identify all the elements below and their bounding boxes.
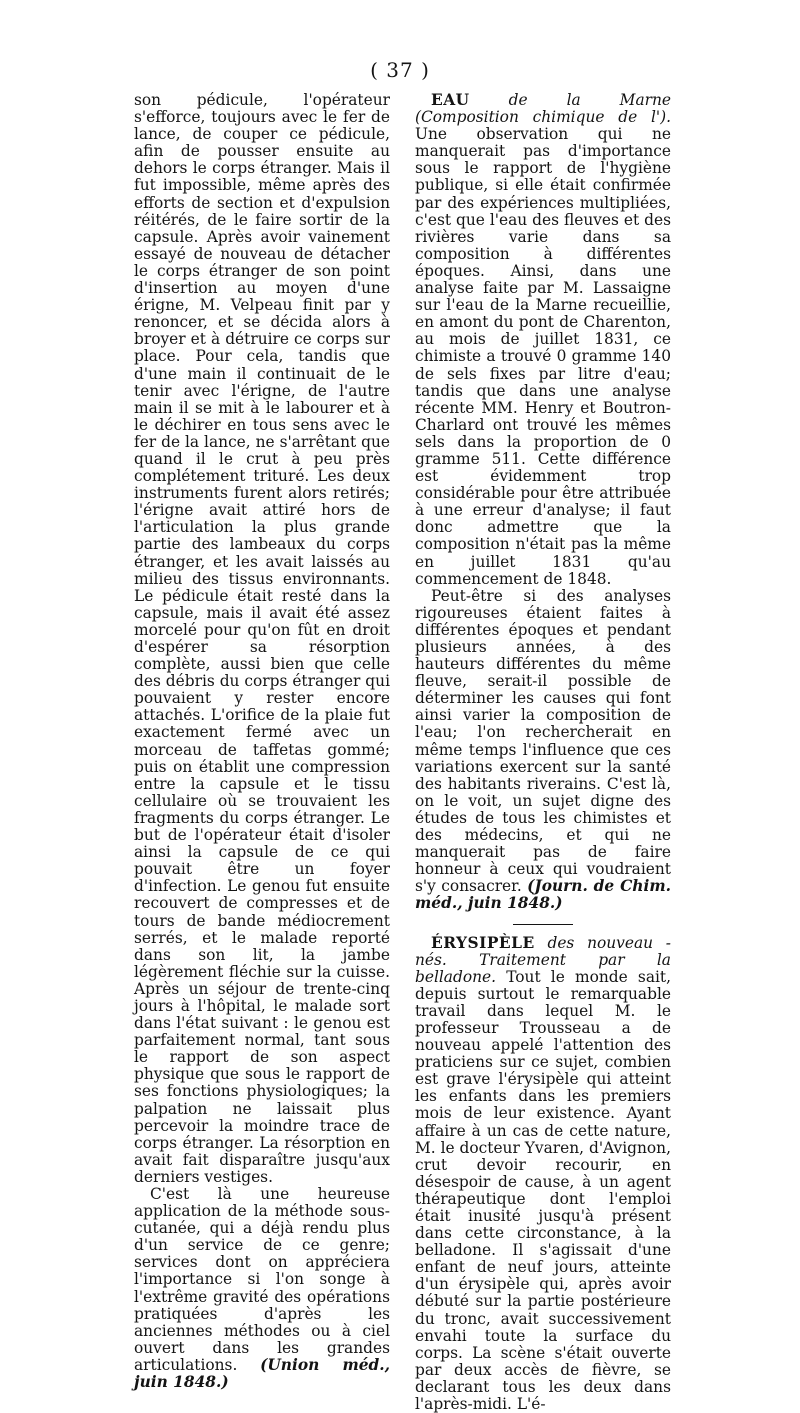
erysipele-heading: ÉRYSIPÈLE [431, 934, 535, 952]
eau-paragraph-2-text: Peut-être si des analyses rigoureuses étaient faites à différentes époques et pendant plusieurs années, à des hauteurs différentes du même fleuve, serait-il possible de déterminer les causes qui font ainsi varier la composition de l'eau; l'on rechercherait en même temps l'influence que ces variations exercent sur la santé des habitants riverains. C'est là, on le voit, un sujet digne des études de tous les chimistes et des médecins, et qui ne manquerait pas de faire honneur à ceux qui voudraient s'y consacrer. [415, 587, 671, 896]
left-paragraph-1: son pédicule, l'opérateur s'efforce, toujours avec le fer de lance, de couper ce pédicule, afin de pousser ensuite au dehors le corps étranger. Mais il fut impossible, même après des efforts de section et d'expulsion réitérés, de le faire sortir de la capsule. Après avoir vainement essayé de nouveau de détacher le corps étranger de son point d'insertion au moyen d'une érigne, M. Velpeau finit par y renoncer, et se décida alors à broyer et à détruire ce corps sur place. Pour cela, tandis que d'une main il continuait de le tenir avec l'érigne, de l'autre main il se mit à le labourer et à le déchirer en tous sens avec le fer de la lance, ne s'arrêtant que quand il le crut à peu près complétement trituré. Les deux instruments furent alors retirés; l'érigne avait attiré hors de l'articulation la plus grande partie des lambeaux du corps étranger, et les avait laissés au milieu des tissus environnants. Le pédicule était resté dans la capsule, mais il avait été assez morcelé pour qu'on fût en droit d'espérer sa résorption complète, aussi bien que celle des débris du corps étranger qui pouvaient y rester encore attachés. L'orifice de la plaie fut exactement fermé avec un morceau de taffetas gommé; puis on établit une compression entre la capsule et le tissu cellulaire où se trouvaient les fragments du corps étranger. Le but de l'opérateur était d'isoler ainsi la capsule de ce qui pouvait être un foyer d'infection. Le genou fut ensuite recouvert de compresses et de tours de bande médiocrement serrés, et le malade reporté dans son lit, la jambe légèrement fléchie sur la cuisse. Après un séjour de trente-cinq jours à l'hôpital, le malade sort dans l'état suivant : le genou est parfaitement normal, tant sous le rapport de son aspect physique que sous le rapport de ses fonctions physiologiques; la palpation ne laissait plus percevoir la moindre trace de corps étranger. La résorption en avait fait disparaître jusqu'aux derniers vestiges. [134, 92, 390, 1186]
erysipele-body: Tout le monde sait, depuis surtout le remarquable travail dans lequel M. le professeur Trousseau a de nouveau appelé l'attention des praticiens sur ce sujet, combien est grave l'érysipèle qui atteint les enfants dans les premiers mois de leur existence. Ayant affaire à un cas de cette nature, M. le docteur Yvaren, d'Avignon, crut devoir recourir, en désespoir de cause, à un agent thérapeutique dont l'emploi était inusité jusqu'à présent dans cette circonstance, à la belladone. Il s'agissait d'une enfant de neuf jours, atteinte d'un érysipèle qui, après avoir débuté sur la partie postérieure du tronc, avait successivement envahi toute la surface du corps. La scène s'était ouverte par deux accès de fièvre, se declarant tous les deux dans l'après-midi. L'é- [415, 968, 671, 1413]
eau-paragraph-2 [415, 588, 671, 913]
left-paragraph-2 [134, 1186, 390, 1391]
eau-citation: (Journ. de Chim. méd., juin 1848.) [415, 877, 671, 912]
left-citation: (Union méd., juin 1848.) [134, 1356, 390, 1391]
erysipele-heading-italic: des nouveau - nés. Traitement par la belladone. [415, 934, 671, 986]
page-number: ( 37 ) [0, 58, 800, 82]
eau-marne-paragraph [415, 92, 671, 588]
section-divider [513, 924, 573, 925]
eau-heading: EAU [431, 91, 470, 109]
eau-body: Une observation qui ne manquerait pas d'importance sous le rapport de l'hygiène publique, si elle était confirmée par des expériences multipliées, c'est que l'eau des fleuves et des rivières varie dans sa composition à différentes époques. Ainsi, dans une analyse faite par M. Lassaigne sur l'eau de la Marne recueillie, en amont du pont de Charenton, au mois de juillet 1831, ce chimiste a trouvé 0 gramme 140 de sels fixes par litre d'eau; tandis que dans une analyse récente MM. Henry et Boutron-Charlard ont trouvé les mêmes sels dans la proportion de 0 gramme 511. Cette différence est évidemment trop considérable pour être attribuée à une erreur d'analyse; il faut donc admettre que la composition n'était pas la même en juillet 1831 qu'au commencement de 1848. [415, 125, 671, 587]
left-column [134, 92, 390, 1391]
left-paragraph-2-text: C'est là une heureuse application de la méthode sous-cutanée, qui a déjà rendu plus d'un service de ce genre; services dont on appréciera l'importance si l'on songe à l'extrême gravité des opérations pratiquées d'après les anciennes méthodes ou à ciel ouvert dans les grandes articulations. [134, 1185, 390, 1374]
eau-heading-italic: de la Marne (Composition chimique de l'). [415, 91, 671, 126]
erysipele-paragraph [415, 935, 671, 1413]
right-column [415, 92, 671, 1413]
